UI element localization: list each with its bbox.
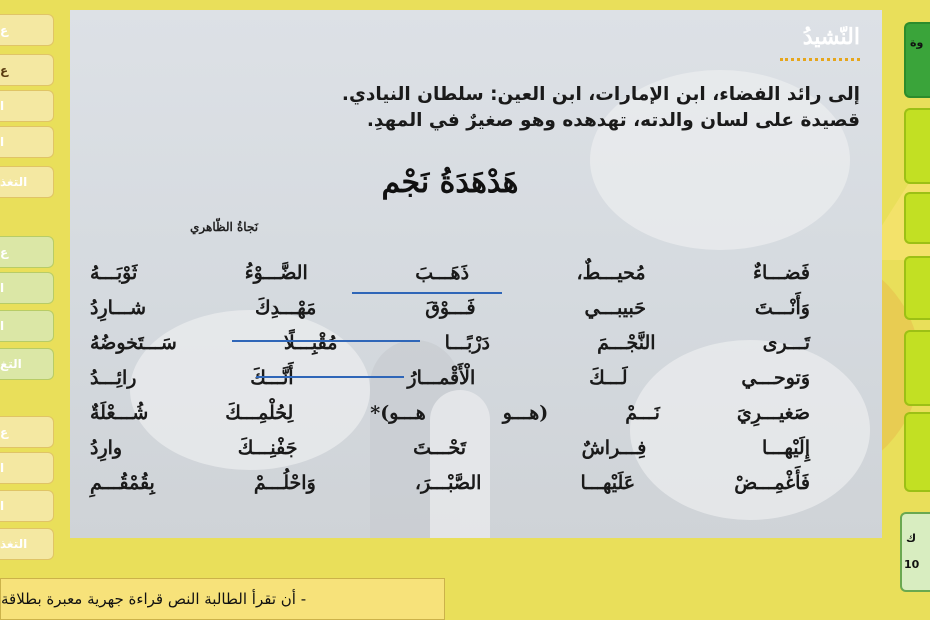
left-tab[interactable]: ا	[0, 126, 54, 158]
left-tab[interactable]: ع	[0, 54, 54, 86]
right-tab-label: وة	[910, 36, 924, 49]
word-underline	[352, 292, 502, 294]
left-tab-strip	[0, 0, 56, 580]
poem-verse: وَتوحـــي لَـــكَ الْأَقْمـــارُ أَنَّـــكَ رائِـــدُ	[90, 367, 810, 389]
left-tab[interactable]: ا	[0, 490, 54, 522]
lesson-objective: - أن تقرأ الطالبة النص قراءة جهرية معبرة بطلاقة	[0, 578, 445, 620]
left-tab[interactable]: التغ	[0, 348, 54, 380]
left-tab[interactable]: ا	[0, 310, 54, 342]
left-tab[interactable]: ا	[0, 90, 54, 122]
right-tab[interactable]	[904, 22, 930, 98]
intro-text	[100, 82, 860, 134]
score-tab[interactable]	[900, 512, 930, 592]
left-tab[interactable]: ا	[0, 452, 54, 484]
poem-verse: تَـــرى النَّجْـــمَ دَرْبًـــا مُقْبِـــلًا سَـــتَخوضُهُ	[90, 332, 810, 354]
section-title: النّشيدُ	[802, 24, 860, 50]
left-tab[interactable]: ع	[0, 416, 54, 448]
left-tab[interactable]: ا	[0, 272, 54, 304]
right-tab[interactable]	[904, 108, 930, 184]
lesson-panel	[70, 10, 882, 538]
right-tab[interactable]	[904, 256, 930, 320]
left-tab[interactable]: التغذ	[0, 528, 54, 560]
poet-name: نَجاةُ الظّاهري	[190, 220, 259, 234]
intro-line: إلى رائد الفضاء، ابن الإمارات، ابن العين: سلطان النيادي.	[341, 84, 860, 105]
score-value: 10	[904, 558, 920, 571]
left-tab[interactable]: ع	[0, 14, 54, 46]
right-tab[interactable]	[904, 412, 930, 492]
intro-line: قصيدة على لسان والدته، تهدهده وهو صغيرٌ في المهدِ.	[366, 110, 860, 131]
word-underline	[256, 376, 404, 378]
word-underline	[232, 340, 420, 342]
poem-verse: صَغيـــرِيَ نَـــمْ (هـــو هـــو)* لِحُلْمِـــكَ شُـــعْلَةٌ	[90, 402, 810, 424]
left-tab[interactable]: ع	[0, 236, 54, 268]
poem-verse: وَأَنْـــتَ حَبيبـــي فَـــوْقَ مَهْـــدِكَ شـــارِدُ	[90, 297, 810, 319]
poem-verse: إِلَيْهـــا فِـــراشٌ تَحْـــتَ جَفْنِـــكَ وارِدُ	[90, 437, 810, 459]
poem-title: هَدْهَدَةُ نَجْم	[381, 165, 519, 200]
poem-verse: فَضـــاءٌ مُحيـــطٌ، ذَهَـــبَ الضَّـــوْءُ ثَوْبَـــهُ	[90, 262, 810, 284]
left-tab[interactable]: التغذ	[0, 166, 54, 198]
poem-verse: فَأَغْمِـــضْ عَلَيْهـــا الصَّبْـــرَ، وَاحْلُـــمْ بِقُمْقُـــمِ	[90, 472, 810, 494]
right-tab[interactable]	[904, 330, 930, 406]
right-tab[interactable]	[904, 192, 930, 244]
title-divider	[780, 58, 860, 61]
score-label: ك	[906, 532, 917, 545]
